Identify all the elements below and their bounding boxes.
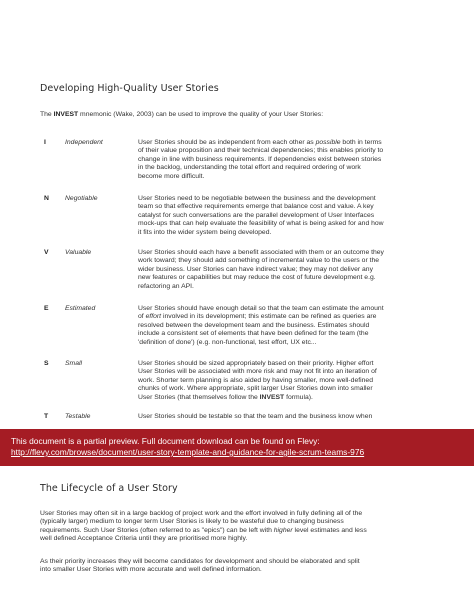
invest-letter: E [44, 305, 49, 312]
line-text: formula). [284, 393, 313, 401]
bold-term: INVEST [259, 393, 285, 401]
invest-letter: V [44, 249, 49, 256]
invest-term: Valuable [65, 249, 92, 256]
line-text: involved in its development; this estimate can be refined as queries are [161, 313, 377, 321]
description-line: in the backlog, understanding the total effort and required ordering of work [138, 164, 361, 172]
invest-description [138, 249, 438, 291]
description-line: it fits into the wider system being developed. [138, 228, 272, 236]
description-line: 'definition of done') (e.g. non-functional, test effort, UX etc... [138, 338, 317, 346]
description-line: change in line with business requirements. If dependencies exist between stories [138, 155, 382, 163]
intro-invest-bold: INVEST [53, 111, 79, 118]
flevy-download-link[interactable]: http://flevy.com/browse/document/user-story-template-and-guidance-for-agile-scrum-teams-976 [11, 447, 365, 457]
line-text: both in terms [340, 139, 382, 146]
description-line: wider business. User Stories can have indirect value; they may not deliver any [138, 265, 373, 273]
paragraph-line: well defined Acceptance Criteria until they are prioritised more highly. [40, 535, 248, 543]
partial-preview-notice: This document is a partial preview. Full document download can be found on Flevy: [11, 436, 320, 446]
description-line: User Stories need to be negotiable between the business and the development [138, 195, 376, 202]
invest-letter: N [44, 195, 49, 202]
description-line: User Stories should be sized appropriately based on their priority. Higher effort [138, 360, 374, 367]
invest-letter: S [44, 360, 49, 367]
description-line: new features or capabilities but may reduce the cost of future development e.g. [138, 274, 376, 282]
invest-intro [40, 111, 323, 118]
description-line: resolved between the development team and the business. Estimates should [138, 321, 370, 329]
italic-term: higher [273, 526, 293, 534]
description-line: work. Shorter term planning is also aided by having smaller, more well-defined [138, 376, 373, 384]
paragraph-line: (typically larger) medium to longer term User Stories is likely to be wasteful due to changing business [40, 518, 344, 526]
invest-term: Negotiable [65, 195, 98, 202]
invest-term: Estimated [65, 305, 96, 312]
invest-term: Small [65, 360, 82, 367]
intro-text-start: The [40, 111, 54, 118]
invest-description [138, 195, 438, 237]
paragraph-line: into smaller User Stories with more accurate and well defined information. [40, 566, 262, 574]
description-line [138, 394, 438, 402]
section-heading-lifecycle: The Lifecycle of a User Story [40, 483, 178, 494]
invest-description [138, 139, 438, 181]
paragraph-line [40, 527, 440, 535]
invest-description [138, 305, 438, 347]
description-line: work toward; they should add something of incremental value to the users or the [138, 257, 380, 265]
line-text: requirements. Such User Stories (often referred to as "epics") can be left with [40, 526, 274, 534]
description-line: User Stories will be associated with more risk and may not fit into an iteration of [138, 368, 377, 376]
invest-term: Testable [65, 413, 91, 420]
line-text: of [138, 313, 146, 321]
section-heading-developing-stories: Developing High-Quality User Stories [40, 83, 219, 94]
description-line: chunks of work. Where appropriate, split larger User Stories down into smaller [138, 385, 373, 393]
line-text: User Stories should be as independent from each other as [138, 139, 316, 146]
description-line: team so that effective requirements emerge that balance cost and value. A key [138, 203, 374, 211]
invest-description [138, 413, 438, 421]
description-line: refactoring an API. [138, 282, 194, 290]
intro-text-end: mnemonic (Wake, 2003) can be used to improve the quality of your User Stories: [78, 111, 324, 118]
paragraph-line: As their priority increases they will become candidates for development and should be elaborated and split [40, 558, 360, 565]
description-line: mock-ups that can help evaluate the feasibility of what is being asked for and how [138, 220, 384, 228]
description-line: User Stories should have enough detail so that the team can estimate the amount [138, 305, 384, 312]
description-line: User Stories should each have a benefit associated with them or an outcome they [138, 249, 384, 256]
invest-letter: T [44, 413, 49, 420]
invest-term: Independent [65, 139, 103, 146]
description-line: User Stories should be testable so that the team and the business know when [138, 413, 373, 420]
lifecycle-paragraph-2 [40, 558, 440, 575]
description-line [138, 139, 438, 147]
description-line: of their value proposition and their technical dependencies; this enables priority to [138, 147, 384, 155]
italic-term: possible [315, 139, 341, 146]
description-line [138, 313, 438, 321]
invest-letter: I [44, 139, 46, 146]
description-line: become more difficult. [138, 172, 205, 180]
lifecycle-paragraph-1 [40, 510, 440, 544]
invest-description [138, 360, 438, 402]
description-line: include a consistent set of elements that have been defined for the team (the [138, 330, 369, 338]
line-text: level estimates and less [292, 526, 367, 534]
description-line: catalyst for such conversations are the parallel development of User Interfaces [138, 211, 375, 219]
italic-term: effort [145, 313, 162, 321]
paragraph-line: User Stories may often sit in a large backlog of project work and the effort involved in fully defining all of the [40, 510, 363, 517]
line-text: User Stories (that themselves follow the [138, 393, 260, 401]
